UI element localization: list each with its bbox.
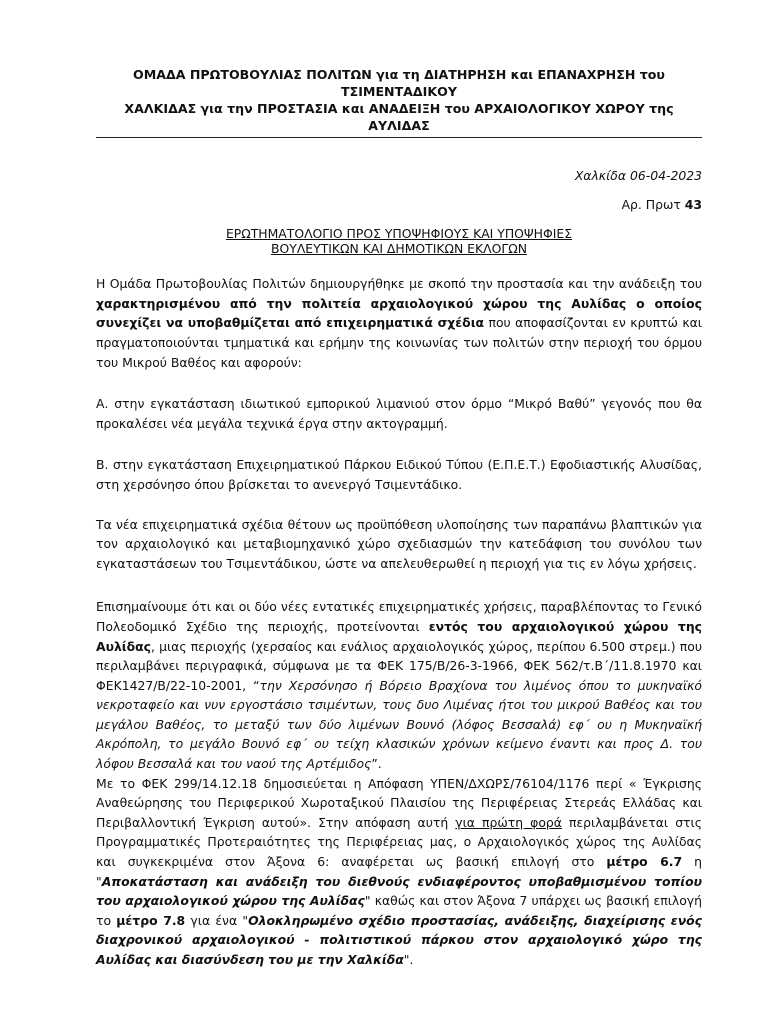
fek-text-1: Με το ΦΕΚ 299/14.12.18 δημοσιεύεται η Απόφαση ΥΠΕΝ/ΔΧΩΡΣ/76104/1176 περί « Έγκρισης Αναθεώρησης του Περιφερικού Χωροταξικού Πλαισίου της Περιφέρειας Στερεάς Ελλάδας και Περιβαλλοντική Έγκριση αυτού». Στην απόφαση αυτή bbox=[96, 775, 702, 830]
protocol-number bbox=[96, 195, 702, 215]
header-divider bbox=[96, 137, 702, 138]
fek-text-3: η " bbox=[96, 854, 702, 889]
fek-measure-6-7-title: Αποκατάσταση και ανάδειξη του διεθνούς ενδιαφέροντος υποβαθμισμένου τοπίου του αρχαιολογικού χώρου της Αυλίδας bbox=[96, 873, 702, 909]
intro-text-1: Η Ομάδα Πρωτοβουλίας Πολιτών δημιουργήθηκε με σκοπό την προστασία και την ανάδειξη του bbox=[96, 276, 702, 292]
plans-paragraph: Τα νέα επιχειρηματικά σχέδια θέτουν ως προϋπόθεση υλοποίησης των παραπάνω βλαπτικών για τον αρχαιολογικό και μεταβιομηχανικό χώρο σχεδιασμών την κατεδάφιση του συνόλου των εγκαταστάσεων του Τσιμεντάδικου, ώστε να απελευθερωθεί η περιοχή για τις εν λόγω χρήσεις. bbox=[96, 516, 702, 571]
document-date: Χαλκίδα 06-04-2023 bbox=[574, 168, 702, 183]
document-page bbox=[96, 66, 702, 970]
header-line-2: ΧΑΛΚΙΔΑΣ για την ΠΡΟΣΤΑΣΙΑ και ΑΝΑΔΕΙΞΗ του ΑΡΧΑΙΟΛΟΓΙΚΟΥ ΧΩΡΟΥ της ΑΥΛΙΔΑΣ bbox=[124, 101, 674, 133]
header-line-1: ΟΜΑΔΑ ΠΡΩΤΟΒΟΥΛΙΑΣ ΠΟΛΙΤΩΝ για τη ΔΙΑΤΗΡΗΣΗ και ΕΠΑΝΑΧΡΗΣΗ του ΤΣΙΜΕΝΤΑΔΙΚΟΥ bbox=[133, 67, 665, 99]
fek-text-5: για ένα " bbox=[185, 912, 249, 928]
note-italic-quote: την Χερσόνησο ή Βόρειο Βραχίονα του λιμένος όπου το μυκηναϊκό νεκροταφείο και νυν εργοστάσιο τσιμέντων, τους δυο Λιμένας ήτοι του μικρού Βαθέος και του μεγάλου Βαθέος, το μεταξύ των δύο λιμένων Βουνό (λόφος Βεσσαλά) εφ΄ ου η Μυκηναϊκή Ακρόπολη, το μεγάλο Βουνό εφ΄ ου τείχη κλασικών χρόνων κείμενο έναντι και προς Δ. του λόφου Βεσσαλά και του ναού της Αρτέμιδος bbox=[96, 677, 702, 772]
fek-text-4: " καθώς και στον Άξονα 7 υπάρχει ως βασική επιλογή το bbox=[96, 893, 702, 928]
title-line-2: ΒΟΥΛΕΥΤΙΚΩΝ ΚΑΙ ΔΗΜΟΤΙΚΩΝ ΕΚΛΟΓΩΝ bbox=[271, 241, 527, 257]
intro-bold-text: χαρακτηρισμένου από την πολιτεία αρχαιολογικού χώρου της Αυλίδας ο οποίος συνεχίζει να υποβαθμίζεται από επιχειρηματικά σχέδια bbox=[96, 295, 702, 331]
fek-measure-7-8-title: Ολοκληρωμένο σχέδιο προστασίας, ανάδειξης, διαχείρισης ενός διαχρονικού αρχαιολογικού - πολιτιστικού πάρκου στον αρχαιολογικό χώρο της Αυλίδας και διασύνδεση του με την Χαλκίδα bbox=[96, 912, 703, 967]
note-bold-text: εντός του αρχαιολογικού χώρου της Αυλίδας bbox=[96, 618, 703, 654]
organization-header bbox=[96, 66, 702, 137]
fek-measure-7-8: μέτρο 7.8 bbox=[116, 912, 186, 928]
intro-text-2: που αποφασίζονται εν κρυπτώ και πραγματοποιούνται τμηματικά και ερήμην της κοινωνίας των πολιτών στην περιοχή του όρμου του Μικρού Βαθέος και αφορούν: bbox=[96, 315, 702, 370]
fek-paragraph bbox=[96, 774, 702, 970]
note-text-1: Επισημαίνουμε ότι και οι δύο νέες εντατικές επιχειρηματικές χρήσεις, παραβλέποντας το Γενικό Πολεοδομικό Σχέδιο της περιοχής, προτείνονται bbox=[96, 599, 702, 634]
fek-text-6: ". bbox=[403, 952, 414, 967]
intro-paragraph bbox=[96, 274, 702, 372]
protocol-value: 43 bbox=[684, 196, 702, 212]
point-b-paragraph: Β. στην εγκατάσταση Επιχειρηματικού Πάρκου Ειδικού Τύπου (Ε.Π.Ε.Τ.) Εφοδιαστικής Αλυσίδας, στη χερσόνησο όπου βρίσκεται το ανενεργό Τσιμεντάδικο. bbox=[96, 457, 702, 492]
note-text-3: ”. bbox=[371, 756, 382, 772]
fek-underlined-text: για πρώτη φορά bbox=[455, 814, 562, 830]
note-paragraph bbox=[96, 597, 702, 773]
title-line-1: ΕΡΩΤΗΜΑΤΟΛΟΓΙΟ ΠΡΟΣ ΥΠΟΨΗΦΙΟΥΣ ΚΑΙ ΥΠΟΨΗΦΙΕΣ bbox=[225, 226, 573, 242]
fek-text-2: περιλαμβάνεται στις Προγραμματικές Προτεραιότητες της Περιφέρειας μας, ο Αρχαιολογικός χώρος της Αυλίδας και συγκεκριμένα στον Άξονα 6: αναφέρεται ως βασική επιλογή στο bbox=[96, 814, 702, 870]
protocol-label: Αρ. Πρωτ bbox=[621, 196, 685, 212]
point-a-paragraph: Α. στην εγκατάσταση ιδιωτικού εμπορικού λιμανιού στον όρμο “Μικρό Βαθύ” γεγονός που θα προκαλέσει νέα μεγάλα τεχνικά έργα στην ακτογραμμή. bbox=[96, 396, 702, 431]
note-text-2: , μιας περιοχής (χερσαίος και ενάλιος αρχαιολογικός χώρος, περίπου 6.500 στρεμ.) που περιλαμβάνει περιγραφικά, σύμφωνα με τα ΦΕΚ 175/Β/26-3-1966, ΦΕΚ 562/τ.Β΄/11.8.1970 και ΦΕΚ1427/Β/22-10-2001, “ bbox=[96, 638, 702, 693]
document-title bbox=[96, 226, 702, 256]
fek-measure-6-7: μέτρο 6.7 bbox=[606, 854, 683, 870]
